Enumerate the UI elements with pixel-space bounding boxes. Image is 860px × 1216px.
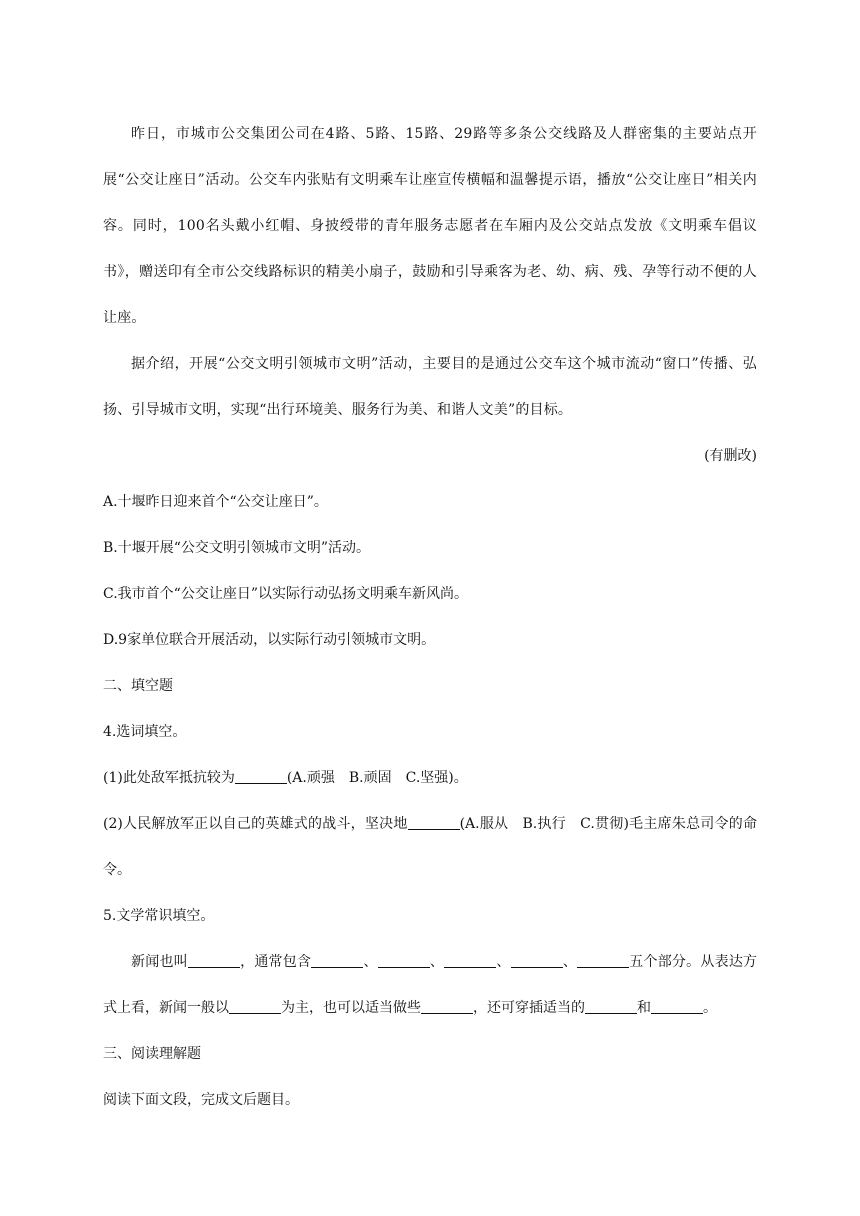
section-heading-fill-in: 二、填空题 — [103, 678, 173, 694]
question-4-2 — [103, 801, 757, 893]
option-b: B.十堰开展“公交文明引领城市文明”活动。 — [103, 540, 371, 556]
q5-text-a: 新闻也叫 — [131, 954, 188, 970]
answer-blank[interactable] — [229, 999, 281, 1014]
answer-blank[interactable] — [511, 953, 563, 968]
reading-instruction: 阅读下面文段，完成文后题目。 — [103, 1092, 299, 1108]
q5-text-d: 为主，也可以适当做些 — [281, 1000, 421, 1016]
answer-blank[interactable] — [378, 953, 430, 968]
answer-blank[interactable] — [421, 999, 473, 1014]
q5-text-c: 五个部分。从表达方式上看，新闻一般以 — [103, 954, 758, 1016]
document-content — [103, 111, 757, 1123]
question-4-2-text: (2)人民解放军正以自己的英雄式的战斗，坚决地 — [103, 816, 408, 832]
answer-blank[interactable] — [188, 953, 240, 968]
answer-blank[interactable] — [408, 815, 460, 830]
answer-blank[interactable] — [444, 953, 496, 968]
section-heading-reading: 三、阅读理解题 — [103, 1046, 201, 1062]
question-4-1 — [103, 755, 757, 801]
q5-text-f: 和 — [637, 1000, 651, 1016]
q5-separator: 、 — [562, 954, 578, 970]
question-4-1-choices: (A.顽强 B.顽固 C.坚强)。 — [286, 770, 468, 786]
option-c: C.我市首个“公交让座日”以实际行动弘扬文明乘车新风尚。 — [103, 586, 468, 602]
answer-blank[interactable] — [311, 953, 363, 968]
q5-text-b: ，通常包含 — [239, 954, 312, 970]
answer-blank[interactable] — [651, 999, 703, 1014]
question-5-title: 5.文学常识填空。 — [103, 908, 215, 924]
passage-paragraph-2: 据介绍，开展“公交文明引领城市文明”活动，主要目的是通过公交车这个城市流动“窗口”传播、弘扬、引导城市文明，实现“出行环境美、服务行为美、和谐人文美”的目标。 — [103, 356, 757, 418]
option-a: A.十堰昨日迎来首个“公交让座日”。 — [103, 494, 328, 510]
q5-separator: 、 — [429, 954, 445, 970]
q5-text-g: 。 — [703, 1000, 717, 1016]
question-5-body — [103, 939, 757, 1031]
question-4-1-text: (1)此处敌军抵抗较为 — [103, 770, 235, 786]
answer-blank[interactable] — [577, 953, 629, 968]
question-4-2-choices: (A.服从 B.执行 C.贯彻)毛主席朱总司令的命令。 — [103, 816, 757, 878]
answer-blank[interactable] — [235, 769, 287, 784]
answer-blank[interactable] — [585, 999, 637, 1014]
source-note: (有删改) — [704, 448, 757, 464]
question-4-title: 4.选词填空。 — [103, 724, 187, 740]
q5-text-e: ，还可穿插适当的 — [473, 1000, 585, 1016]
q5-separator: 、 — [363, 954, 378, 970]
q5-separator: 、 — [496, 954, 511, 970]
passage-paragraph-1: 昨日，市城市公交集团公司在4路、5路、15路、29路等多条公交线路及人群密集的主要站点开展“公交让座日”活动。公交车内张贴有文明乘车让座宣传横幅和温馨提示语，播放“公交让座日”相关内容。同时，100名头戴小红帽、身披绶带的青年服务志愿者在车厢内及公交站点发放《文明乘车倡议书》，赠送印有全市公交线路标识的精美小扇子，鼓励和引导乘客为老、幼、病、残、孕等行动不便的人让座。 — [103, 126, 757, 326]
option-d: D.9家单位联合开展活动，以实际行动引领城市文明。 — [103, 632, 436, 648]
